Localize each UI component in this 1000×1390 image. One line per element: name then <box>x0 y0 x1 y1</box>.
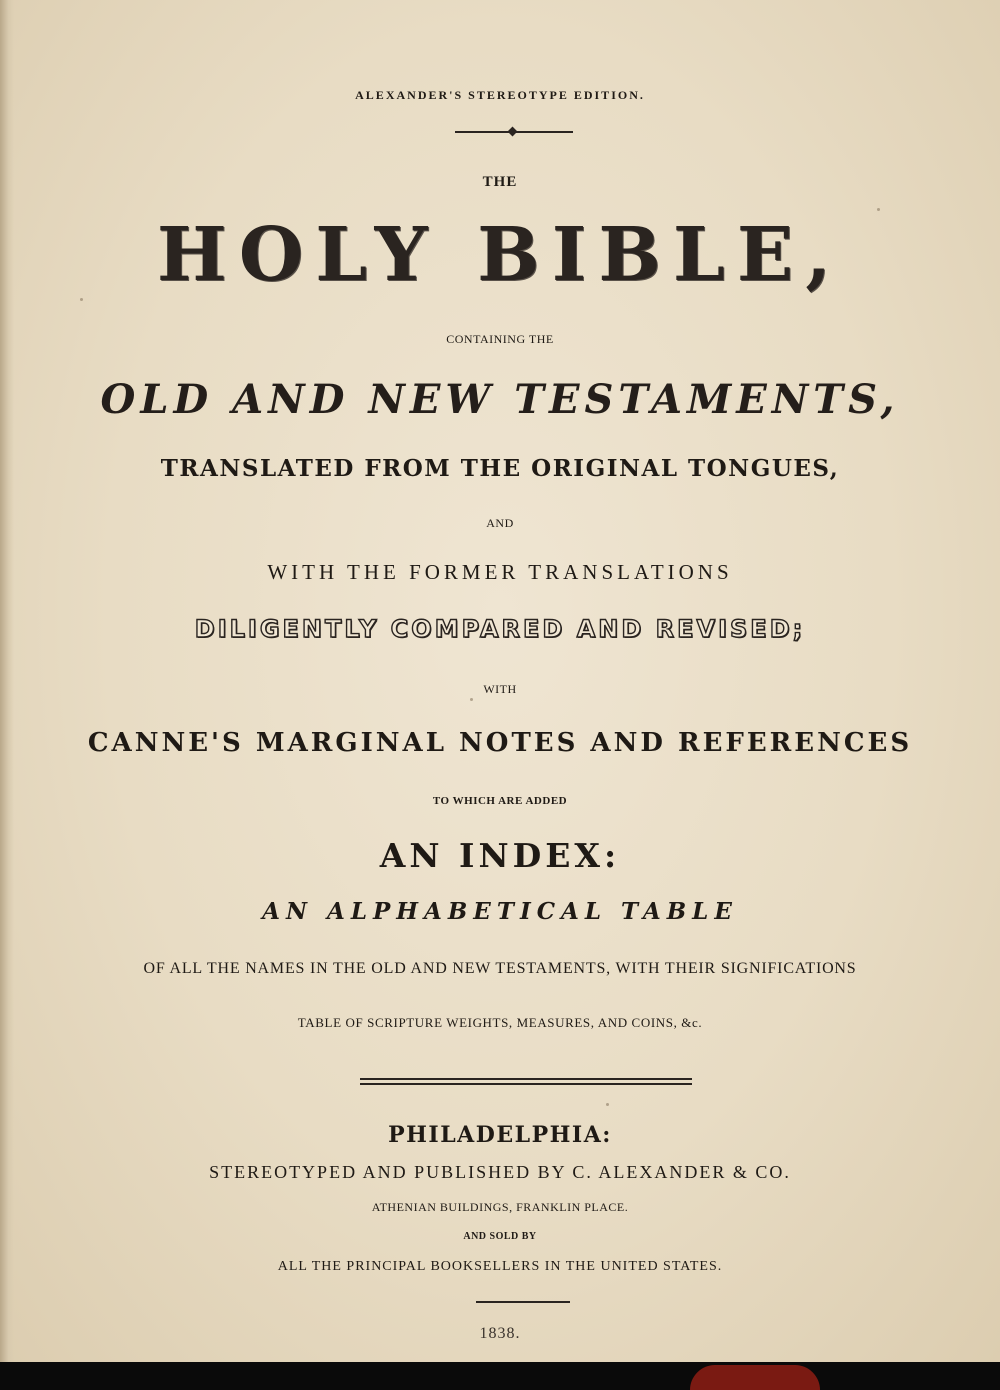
and-line: AND <box>486 516 514 530</box>
rule-top <box>360 1078 692 1080</box>
year-line: 1838. <box>479 1325 521 1342</box>
index-line: AN INDEX: <box>379 836 621 875</box>
short-rule <box>476 1301 570 1303</box>
canne-notes-line: CANNE'S MARGINAL NOTES AND REFERENCES <box>87 728 913 758</box>
ornament-rule <box>455 128 573 136</box>
page-corner-stain <box>690 1365 820 1390</box>
translated-line: TRANSLATED FROM THE ORIGINAL TONGUES, <box>160 455 840 482</box>
booksellers-line: ALL THE PRINCIPAL BOOKSELLERS IN THE UNITED STATES. <box>277 1259 723 1274</box>
paper-speck <box>80 298 83 301</box>
the-line: THE <box>482 174 518 190</box>
edition-line: ALEXANDER'S STEREOTYPE EDITION. <box>355 88 645 102</box>
paper-speck <box>606 1103 609 1106</box>
testaments-line: OLD AND NEW TESTAMENTS, <box>100 376 900 423</box>
containing-line: CONTAINING THE <box>446 332 554 346</box>
added-line: TO WHICH ARE ADDED <box>432 795 568 807</box>
rule-bottom <box>360 1083 692 1085</box>
scripture-table-line: TABLE OF SCRIPTURE WEIGHTS, MEASURES, AND COINS, &c. <box>297 1015 703 1030</box>
alphabetical-table-line: AN ALPHABETICAL TABLE <box>262 898 738 925</box>
names-line: OF ALL THE NAMES IN THE OLD AND NEW TESTAMENTS, WITH THEIR SIGNIFICATIONS <box>143 960 857 977</box>
city-line: PHILADELPHIA: <box>388 1122 612 1148</box>
former-translations-line: WITH THE FORMER TRANSLATIONS <box>267 560 733 584</box>
double-rule <box>360 1078 692 1086</box>
book-title: HOLY BIBLE, <box>156 212 844 298</box>
diligently-line: DILIGENTLY COMPARED AND REVISED; <box>194 615 806 643</box>
address-line: ATHENIAN BUILDINGS, FRANKLIN PLACE. <box>371 1200 629 1214</box>
with-line: WITH <box>483 682 517 696</box>
sold-by-line: AND SOLD BY <box>463 1231 537 1242</box>
paper-speck <box>877 208 880 211</box>
ornament-diamond <box>508 127 518 137</box>
publisher-line: STEREOTYPED AND PUBLISHED BY C. ALEXANDER & CO. <box>209 1162 791 1182</box>
paper-speck <box>470 698 473 701</box>
